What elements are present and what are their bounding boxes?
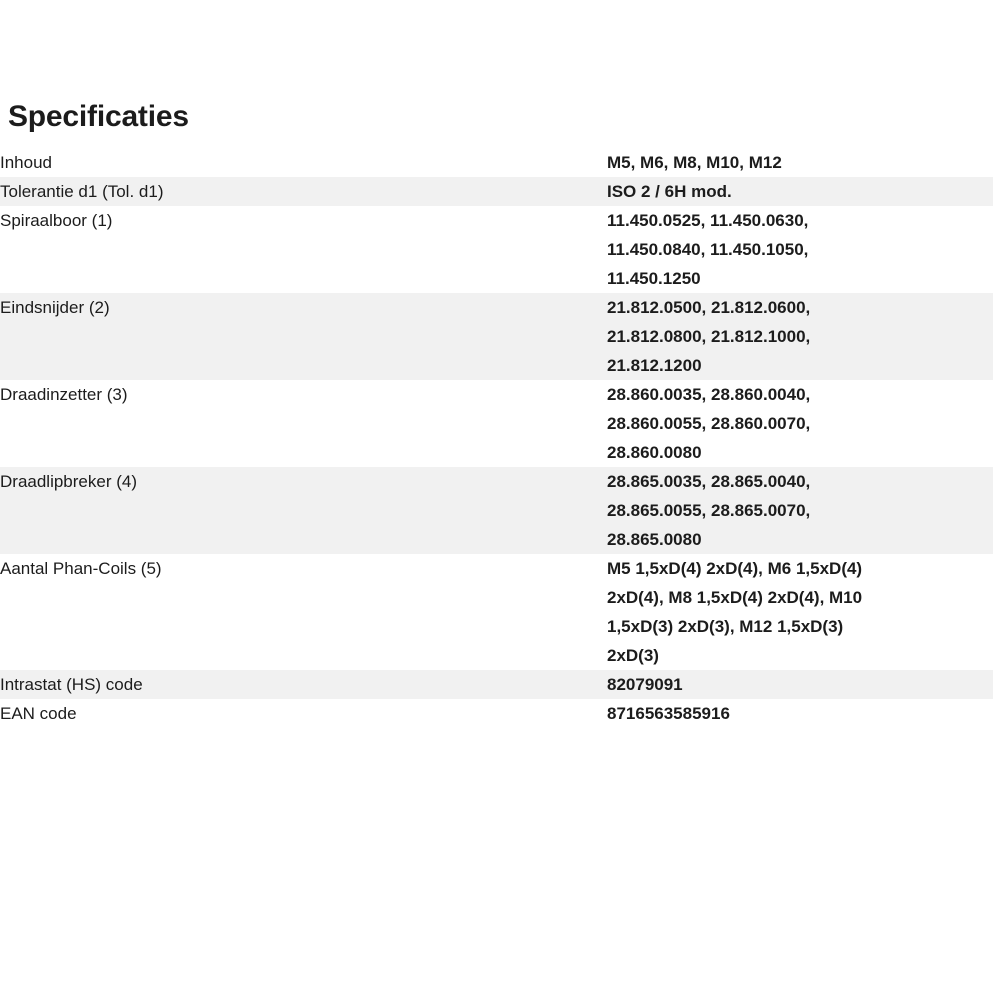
spec-value-line: 11.450.0525, 11.450.0630, (607, 211, 809, 230)
spec-label: Intrastat (HS) code (0, 675, 143, 694)
spec-label: Aantal Phan-Coils (5) (0, 559, 162, 578)
spec-value-line: 11.450.0840, 11.450.1050, (607, 240, 809, 259)
spec-value-line: M5, M6, M8, M10, M12 (607, 153, 782, 172)
spec-value (607, 554, 993, 670)
spec-value-line: 28.860.0080 (607, 443, 702, 462)
spec-label: Draadlipbreker (4) (0, 472, 137, 491)
spec-label: Spiraalboor (1) (0, 211, 113, 230)
table-row (0, 206, 993, 293)
spec-value-line: ISO 2 / 6H mod. (607, 182, 732, 201)
spec-value-line: 2xD(3) (607, 646, 659, 665)
spec-value-line: 28.865.0035, 28.865.0040, (607, 472, 811, 491)
spec-label: EAN code (0, 704, 77, 723)
table-row (0, 177, 993, 206)
spec-value (607, 206, 993, 293)
spec-value (607, 293, 993, 380)
specifications-table (0, 148, 993, 728)
spec-value-line: 21.812.1200 (607, 356, 702, 375)
spec-value-line: 2xD(4), M8 1,5xD(4) 2xD(4), M10 (607, 588, 863, 607)
table-row (0, 670, 993, 699)
table-row (0, 699, 993, 728)
spec-value-line: 82079091 (607, 675, 683, 694)
spec-value-line: M5 1,5xD(4) 2xD(4), M6 1,5xD(4) (607, 559, 863, 578)
spec-value (607, 699, 993, 728)
spec-label: Draadinzetter (3) (0, 385, 128, 404)
spec-label: Inhoud (0, 153, 52, 172)
table-row (0, 148, 993, 177)
table-row (0, 380, 993, 467)
spec-label: Tolerantie d1 (Tol. d1) (0, 182, 164, 201)
spec-value-line: 28.865.0055, 28.865.0070, (607, 501, 811, 520)
spec-value (607, 380, 993, 467)
spec-label: Eindsnijder (2) (0, 298, 110, 317)
spec-value-line: 28.860.0055, 28.860.0070, (607, 414, 811, 433)
page-title: Specificaties (8, 100, 189, 133)
spec-value-line: 28.860.0035, 28.860.0040, (607, 385, 811, 404)
spec-value (607, 177, 993, 206)
spec-value (607, 467, 993, 554)
table-row (0, 467, 993, 554)
spec-value-line: 21.812.0800, 21.812.1000, (607, 327, 811, 346)
spec-value-line: 28.865.0080 (607, 530, 702, 549)
spec-value-line: 21.812.0500, 21.812.0600, (607, 298, 811, 317)
table-row (0, 293, 993, 380)
spec-value (607, 148, 993, 177)
spec-value-line: 1,5xD(3) 2xD(3), M12 1,5xD(3) (607, 617, 844, 636)
spec-value-line: 8716563585916 (607, 704, 730, 723)
spec-value-line: 11.450.1250 (607, 269, 701, 288)
table-row (0, 554, 993, 670)
spec-value (607, 670, 993, 699)
specifications-table-body (0, 148, 993, 728)
